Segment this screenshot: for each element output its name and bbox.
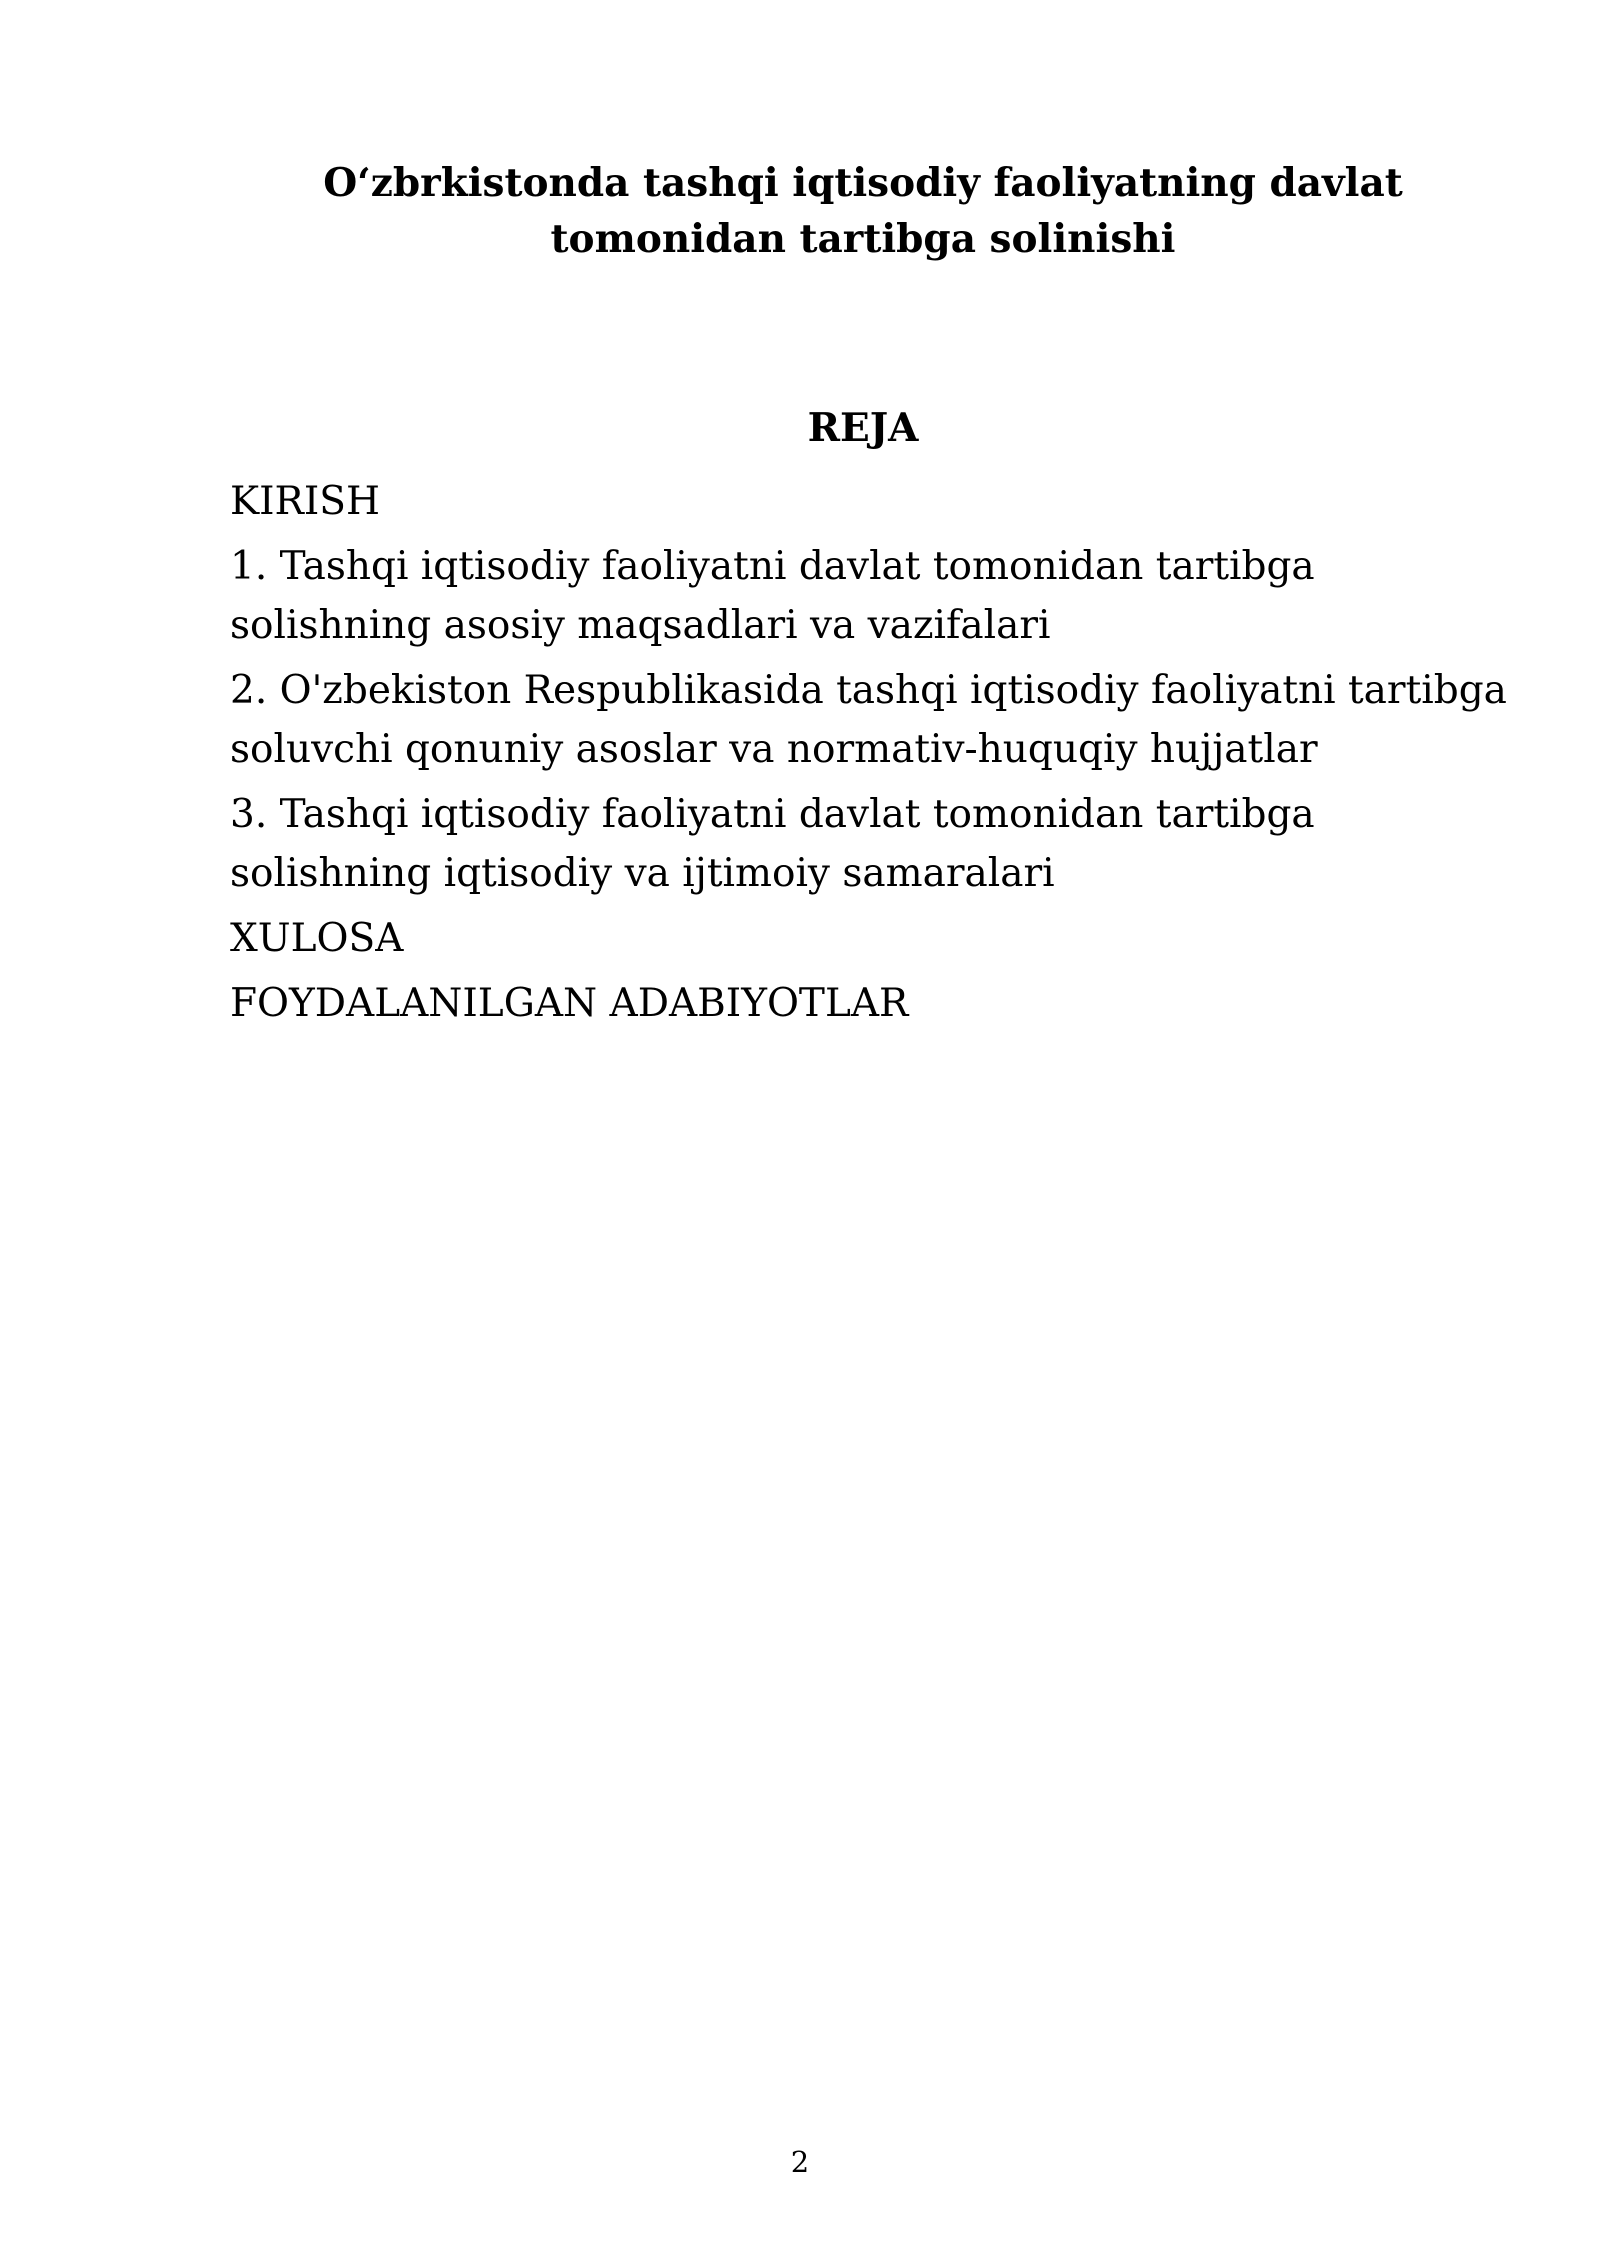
plan-item-2: 2. O'zbekiston Respublikasida tashqi iqtisodiy faoliyatni tartibga soluvchi qonuniy asoslar va normativ-huquqiy hujjatlar: [230, 668, 1507, 772]
plan-item-1: 1. Tashqi iqtisodiy faoliyatni davlat tomonidan tartibga solishning asosiy maqsadlari va vazifalari: [230, 544, 1315, 648]
plan-item-references: FOYDALANILGAN ADABIYOTLAR: [230, 981, 909, 1026]
plan-item-3: 3. Tashqi iqtisodiy faoliyatni davlat tomonidan tartibga solishning iqtisodiy va ijtimoiy samaralari: [230, 792, 1315, 896]
plan-heading: REJA: [807, 405, 919, 451]
page-number: 2: [790, 2145, 810, 2179]
plan-item-intro: KIRISH: [230, 479, 381, 524]
plan-list: [230, 472, 1510, 1039]
document-title: O‘zbrkistonda tashqi iqtisodiy faoliyatning davlat tomonidan tartibga solinishi: [323, 160, 1403, 262]
plan-item-conclusion: XULOSA: [230, 916, 404, 961]
